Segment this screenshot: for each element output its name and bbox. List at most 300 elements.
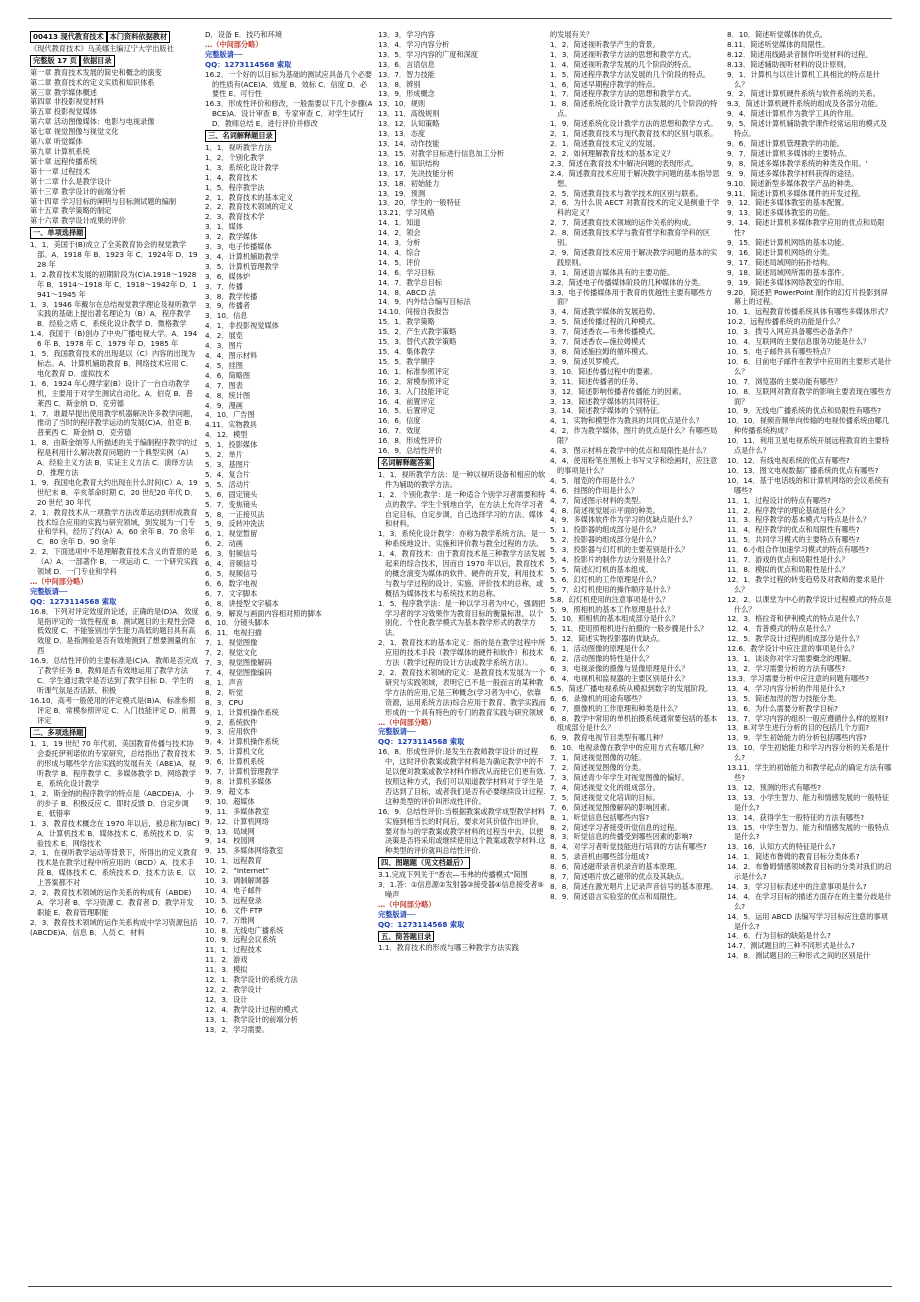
question-item: 9.20．简述把 PowerPoint 制作的幻灯片投影到屏幕上的过程。 xyxy=(727,287,888,307)
question-item: 13．15．中学生智力、能力和情感发展的一般特点是什么? xyxy=(727,822,890,842)
question-item: 9．1．计算机与以往计算机工具相比的特点是什么？ xyxy=(727,69,880,89)
text-line: 第三章 教学媒体概述 xyxy=(30,87,97,97)
section-heading: 一、单项选择题 xyxy=(30,227,86,239)
question-item: 8．1．听觉信息包括哪些内容? xyxy=(550,812,650,822)
question-item: 4．9．多媒体软件作为学习的优缺点是什么？ xyxy=(550,515,696,525)
question-item: 8．3．听觉信息的传播受到哪些因素的影响? xyxy=(550,832,693,842)
question-item: 10．5．电子邮件具有哪些特点？ xyxy=(727,347,835,356)
question-item: 《现代教育技术》乌美娜主编辽宁大学出版社 xyxy=(30,43,174,53)
question-item: 1．8．由斯金纳等人所描述的关于编制程序教学的过程是利用什么解决教育问题的一个典型实例（A）A．经验主义方法 B．实证主义方法 C．演绎方法 D．推理方法 xyxy=(30,438,198,477)
text-line: 13．11．高级规则 xyxy=(378,109,440,119)
question-item: 1．1．美国于(B)成立了全美教育协会的视觉教学部。A．1918 年 B．1923 年 C．1924年 D．1928 年 xyxy=(30,240,198,269)
text-line: 10．9．远程会议系统 xyxy=(205,935,277,945)
text-line: 13．10．规则 xyxy=(378,99,426,109)
question-item: 12．2．以课堂为中心的教学设计过程模式的特点是什么？ xyxy=(727,594,892,614)
question-item: 2．1．在视听教学运动等背景下，所得出的定义教育技术是在教学过程中所应用的（BCD）A．技术手段 B．媒体技术 C．系统技术 D．技术方法 E．以上答案都不对 xyxy=(30,848,198,888)
question-item: 4．1．实物和模型作为教具的共同优点是什么？ xyxy=(550,416,703,426)
question-item: 3．13．简述教学媒体的共同特征。 xyxy=(550,396,665,406)
contact-line: 完整版请── xyxy=(30,586,68,596)
question-item: 8．4．对学习者听觉技能进行培训的方法有哪些? xyxy=(550,842,707,852)
text-line: 第六章 活动图像媒体：电影与电视录像 xyxy=(30,117,155,127)
text-line: 1．3．系统化设计教学 xyxy=(205,162,279,172)
top-rule xyxy=(28,18,892,19)
contact-line: QQ：1273114568 索取 xyxy=(378,737,465,747)
question-item: 12．3．格拉奇和伊利模式的特点是什么？ xyxy=(727,614,863,624)
text-line: 16．3．入门技能评定 xyxy=(378,386,450,396)
text-line: 第十六章 教学设计成果的评价 xyxy=(30,216,126,226)
text-line: 5．5．活动片 xyxy=(205,479,251,489)
omitted-note: …（中间部分略） xyxy=(378,899,436,909)
question-item: 1．1．19 世纪 70 年代初，美国教育传播与技术协会委托伊利诺依的专家研究，总结指出了教育技术的形成与哪些学方法实践的发展有关（ABE)A．视听教学 B．程序教学 C．多媒体教学 D．网络教学 E．系统化设计教学 xyxy=(30,739,196,789)
question-item: 16.2．一个好的以目标为基础的测试应具备几个必要的性质有(ACE)A．效度 B．效标 C．信度 D．必要性 E．可行性 xyxy=(205,69,372,99)
question-item: 2．2．教育技术领域的定义：是教育技术发展为一个研究与实践领域，表明它已不是一般而言的某种教学方法的应用,它是三种概念(学习者为中心，依靠资源，运用系统方法)综合应用于教育、教学实践而形成的一个具有特色的专门的教育实践与研究领域 xyxy=(378,668,546,717)
question-item: 11．7．游戏的优点和局限性是什么？ xyxy=(727,555,849,565)
text-line: 4．4．图示材料 xyxy=(205,351,258,360)
question-item: 8．5．录音机由哪些部分组成? xyxy=(550,852,650,862)
text-line: 5．6．固定镜头 xyxy=(205,489,258,499)
question-item: 2．1．简述教育技术定义的发展。 xyxy=(550,138,660,148)
text-line: 6．10．分镜头脚本 xyxy=(205,618,270,628)
text-line: 12．3．设计 xyxy=(205,994,248,1004)
contact-line: 完整版请── xyxy=(205,49,243,59)
question-item: 2．5．简述教育技术与教学技术的区别与联系。 xyxy=(550,188,703,198)
column-5 xyxy=(727,30,893,1280)
question-item: 8.13．简述辅助视听材料的设计原则。 xyxy=(727,59,851,69)
question-item: 13．12．预测的形式有哪些? xyxy=(727,782,821,792)
text-line: 13．17．先决技能分析 xyxy=(378,168,454,178)
text-line: 13．18．初始能力 xyxy=(378,178,440,188)
question-item: 1．1．视听教学方法：是一种以视听设备和相应的软件为辅助的教学方法。 xyxy=(378,469,546,489)
question-item: 1．6．简述早期程序教学的特点。 xyxy=(550,79,660,89)
text-line: 4．3．图片 xyxy=(205,341,243,351)
question-item: 4．6．挂图的作用是什么？ xyxy=(550,485,639,495)
text-line: 15．2．产生式教学策略 xyxy=(378,327,457,337)
text-line: 9．12．计算机网络 xyxy=(205,816,270,826)
section-heading: 本门资料依据教材 xyxy=(107,31,171,43)
contact-line: 完整版请── xyxy=(378,909,416,919)
question-item: 2．2．教育技术领域的运作关系的构成有（ABDE)A．学习者 B．学习资源 C．教育者 D．教学开发职能 E．教育管理职能 xyxy=(30,888,194,917)
text-line: 10．1．远程教育 xyxy=(205,856,262,866)
text-line: 第九章 计算机系统 xyxy=(30,146,90,156)
text-line: 9．6．计算机系统 xyxy=(205,757,265,767)
question-item: 2.3．简述在教育技术中解决问题的表现形式。 xyxy=(550,158,698,168)
text-line: 10．8．无线电广播系统 xyxy=(205,925,284,935)
section-heading: 五、简答题目录 xyxy=(378,931,434,943)
question-item: 10．3．拨号入网应具备哪些必备条件？ xyxy=(727,327,856,337)
text-line: 9．9．超文本 xyxy=(205,786,251,796)
question-item: 2．1．教育技术的基本定义：指的是在教学过程中所应用的技术手段（教学媒体的硬件和软件）和技术方法（教学过程的设计方法或教学系统方法）。 xyxy=(378,638,546,668)
question-item: 13．4．学习内容分析的作用是什么? xyxy=(727,683,846,693)
question-item: 13．2．学习需要分析的方法有哪些? xyxy=(727,664,846,673)
text-line: 9．3．应用软件 xyxy=(205,727,258,737)
question-item: 1．8．简述系统化设计教学方法发展的几个阶段的特点。 xyxy=(550,99,718,119)
question-item: 6．9．教育电视节目类型有哪几种？ xyxy=(550,733,667,743)
question-item: 14．3．学习目标表述中的注意事项是什么? xyxy=(727,881,867,891)
question-item: 1．6．1924 年心理学家(B）设计了一台自动教学机，主要用于对学生测试自动化。A．伯克 B．普莱西 C．斯金纳 D．克劳德 xyxy=(30,378,193,408)
text-line: 15．4．集体教学 xyxy=(378,347,435,356)
question-item: 3．1.答：①信息源②发射器③接受器④信息接受者⑤噪声 xyxy=(378,880,544,899)
text-line: 6．5．视频信号 xyxy=(205,568,258,578)
question-item: 11．5．共同学习模式的主要特点有哪些? xyxy=(727,535,860,545)
question-item: 8.11．简述听觉媒体的局限性。 xyxy=(727,39,830,49)
question-item: 9．12．简述多媒体教室的基本配置。 xyxy=(727,198,849,208)
question-item: 3.2．简述电子传播媒体阶段的几种媒体的分类。 xyxy=(550,277,706,287)
question-item: 1．5．程序教学法：是一种以学习者为中心，强调把学习者的学习效果作为教育目标的衡量标准，以个别化、个性化教学模式为基本教学形式的教学方法。 xyxy=(378,598,546,638)
text-line: 13．15．对教学目标进行信息加工分析 xyxy=(378,148,505,158)
question-item: 13．10．学生初始能力和学习内容分析的关系是什么? xyxy=(727,743,890,763)
question-item: 1．5．简述程序教学方法发展的几个阶段的特点。 xyxy=(550,69,711,79)
text-line: 13.21．学习风格 xyxy=(378,208,435,218)
question-item: 9．9．简述多媒体教学材料获得的途径。 xyxy=(727,168,859,178)
question-item: 10．11．利用卫星电视系统开展远程教育的主要特点是什么？ xyxy=(727,436,890,456)
question-item: 1．3．1946 年戴尔在总结视觉教学理论及视听教学实践的基础上提出著名理论为（B）A．程序教学 B．经验之塔 C．系统化设计教学 D．微格教学 xyxy=(30,299,197,329)
text-line: 1.1．教育技术的形成与哪三种教学方法实践 xyxy=(378,943,519,953)
question-item: 13．13．小学生智力、能力和情感发展的一般特征是什么? xyxy=(727,792,890,812)
text-line: 1．1．视听教学方法 xyxy=(205,142,272,152)
text-line: 6．7．文字脚本 xyxy=(205,588,258,598)
text-line: 1．4．教育技术 xyxy=(205,172,258,182)
text-line: 6．9．解说与画面内容相对照的脚本 xyxy=(205,608,322,618)
text-line: 13．20．学生的一般特征 xyxy=(378,198,461,208)
question-item: 16.3．形成性评价和修改，一般需要以下几个步骤(ABCE)A．设计审查 B．专家审查 C．对学生试行 D．教师总结 E．进行评价并修改 xyxy=(205,99,373,129)
question-item: 10．1．远程教育传播系统具体有哪些多媒体形式？ xyxy=(727,307,892,317)
question-item: 8．6．简述磁带录音机录音的基本原理。 xyxy=(550,862,682,872)
text-line: 13．16．知识结构 xyxy=(378,158,440,168)
text-line: 9．7．计算机管理教学 xyxy=(205,767,279,777)
text-line: 13．1．教学设计的前端分析 xyxy=(205,1014,298,1024)
text-line: 2．3．教育技术领域的运作关系构成中学习资源包括(ABCDE)A．信息 B．人员 C．材料 xyxy=(30,917,198,937)
question-item: 2．8．简述教育技术学与教育哲学和教育学科的区别。 xyxy=(550,228,711,248)
question-item: 14．4．在学习目标的描述方面存在的主要分歧是什么? xyxy=(727,891,892,911)
question-item: 8．9．简述语言实验室的优点和局限性。 xyxy=(550,891,682,901)
question-item: 5．10．照相机的基本组成部分是什么？ xyxy=(550,614,679,624)
question-item: 6．3．电视录像的摄像与显像原理是什么？ xyxy=(550,664,689,673)
question-item: 1．9．我国电化教育大约出现在什么时间(C）A．19 世纪末 B．辛亥革命时期 C．20 世纪20 年代 D．20 世纪 30 年代 xyxy=(30,477,198,507)
question-item: 3．8．简述施拉姆的循环模式。 xyxy=(550,347,653,356)
text-line: 6．1．视觉暂留 xyxy=(205,529,258,539)
text-line: 7．1．视觉图像 xyxy=(205,638,258,648)
text-line: 3．5．计算机管理教学 xyxy=(205,261,279,271)
question-item: 7．1．简述视觉图像的功能。 xyxy=(550,753,646,763)
question-item: 8．10．简述听觉媒体的优点。 xyxy=(727,30,827,39)
question-item: 9．16．简述计算机网络的分类。 xyxy=(727,247,835,257)
text-line: 5．4．复合片 xyxy=(205,469,251,479)
question-item: 5．11．使用照相机进行拍摄的一般步骤是什么？ xyxy=(550,624,708,634)
question-item: 11．8．模拟的优点和局限性是什么？ xyxy=(727,564,849,574)
question-item: 1．4．简述视听教学发展的几个阶段的特点。 xyxy=(550,59,696,69)
question-item: 3.3．电子传播媒体用于教育的优越性主要有哪些方面？ xyxy=(550,287,713,307)
text-line: 13．5．学习内容的广度和深度 xyxy=(378,49,478,59)
text-line: 9．14．校园网 xyxy=(205,836,255,846)
question-item: 9.3．简述计算机硬件系统的组成及各部分功能。 xyxy=(727,99,883,109)
question-item: 13．9．学生初始能力的分析包括哪些内容? xyxy=(727,733,867,743)
question-item: 9．2．简述计算机硬件系统与软件系统的关系。 xyxy=(727,89,880,99)
text-line: 第二章 教育技术的定义实质和知识体系 xyxy=(30,77,155,87)
question-item: 9．6．简述计算机管理教学的功能。 xyxy=(727,138,844,148)
section-heading: 四、图题题（见文档最后） xyxy=(378,857,470,869)
text-line: 14．1．知道 xyxy=(378,218,421,228)
text-line: 9．5．计算机文化 xyxy=(205,747,265,757)
section-heading: 三、名词解释题目录 xyxy=(205,130,276,142)
text-line: 13．13．态度 xyxy=(378,129,426,139)
omitted-note: …（中间部分略） xyxy=(30,576,88,586)
text-line: 9．8．计算机多媒体 xyxy=(205,776,272,786)
question-item: 10．10．视频音频单向传输的电视传播系统由哪几种传播系统构成？ xyxy=(727,416,890,436)
text-line: 4．12．模型 xyxy=(205,430,248,440)
question-item: 5．4．投影片的制作方法分别是什么？ xyxy=(550,555,675,565)
text-line: 5．1．投影媒体 xyxy=(205,440,258,450)
question-item: 1．3．简述视听教学方法的思想和教学方式。 xyxy=(550,49,696,59)
question-item: 11．6.小组合作加速学习模式的特点有哪些? xyxy=(727,545,870,555)
question-item: 7．4．简述视觉文化的组成部分。 xyxy=(550,782,660,792)
question-item: 1．2．简述视听教学产生的背景。 xyxy=(550,39,660,49)
question-item: 7．5．简述视觉文化培训的目标。 xyxy=(550,792,660,802)
text-line: 6．3．射频信号 xyxy=(205,549,258,559)
text-line: 4.11．实物教具 xyxy=(205,420,257,430)
text-line: 8．2．听觉 xyxy=(205,687,243,697)
question-item: 10．4．互联网的主要信息服务功能是什么？ xyxy=(727,337,871,347)
bottom-rule xyxy=(28,1286,892,1287)
text-line: 6．11．电视扫描 xyxy=(205,628,262,638)
text-line: 4．1．非投影视觉媒体 xyxy=(205,321,279,331)
text-line: 12．1．教学设计的系统方法 xyxy=(205,975,298,985)
section-heading: 00413 现代教育技术 xyxy=(30,31,107,43)
text-line: 9．11．多媒体教室 xyxy=(205,806,270,816)
text-line: 3．8．教学传播 xyxy=(205,291,258,301)
question-item: 6．1．活动图像的原理是什么？ xyxy=(550,644,653,654)
question-item: 16.10．高考一般使用的评定模式是(B)A．标准参照评定 B．常模参照评定 C．入门技能评定 D．前置评定 xyxy=(30,695,196,725)
text-line: 第十一章 过程技术 xyxy=(30,166,90,176)
question-item: 16．9．总结性评价:当根据教案或教学成型教学材料实施到相当长的时间后，要求对其价值作出评价，要对参与的学教案或教学材料的过程当中去，以便决策是否将采用或继续使用这个教案或教学材料.这种类型的评价就叫总结性评价. xyxy=(378,806,546,856)
text-line: 5．7．变焦镜头 xyxy=(205,499,258,509)
text-line: 14．2．领会 xyxy=(378,228,421,238)
question-item: 5.8．幻灯机使用的注意事项是什么？ xyxy=(550,594,670,604)
question-item: 10．6．目前电子邮件在教学中应用的主要形式是什么？ xyxy=(727,356,892,376)
contact-line: QQ：1273114568 索取 xyxy=(378,919,465,929)
text-line: 13．19．预测 xyxy=(378,188,426,198)
question-item: 1．2．个别化教学：是一种适合个别学习者需要和特点的教学。学生个别地自学，在方法上允许学习者自定目标，自定步调，自己选择学习的方法、媒体和材料。 xyxy=(378,489,546,529)
column-4 xyxy=(550,30,722,1280)
text-line: 11．3．模拟 xyxy=(205,965,248,975)
text-line: 第十章 远程传播系统 xyxy=(30,156,97,166)
text-line: 9．2．系统软件 xyxy=(205,717,258,727)
question-item: 1．7．简述程序教学方法的思想和教学方式。 xyxy=(550,89,696,99)
text-line: 16．4．前置评定 xyxy=(378,396,435,406)
text-line: 16．8．形成性评价 xyxy=(378,436,443,446)
question-item: 3．11．简述传播者的任务。 xyxy=(550,376,643,386)
section-heading: 二、多项选择题 xyxy=(30,727,86,739)
text-line: 11．1．过程技术 xyxy=(205,945,262,955)
text-line: 2．1．教育技术的基本定义 xyxy=(205,192,294,202)
question-item: 10．13．图文电视数据广播系统的优点有哪些? xyxy=(727,465,879,475)
question-item: 5．1．投影器的组成部分是什么？ xyxy=(550,525,660,535)
text-line: 7．3．视觉图像解码 xyxy=(205,658,272,668)
question-item: 9．18．简述局域网所需的基本部件。 xyxy=(727,267,849,277)
text-line: 10．7．万维网 xyxy=(205,915,255,925)
column-1 xyxy=(30,30,200,1280)
question-item: 3．5．简述传播过程的几种模式。 xyxy=(550,317,660,327)
question-item: 2．1．简述教育技术与现代教育技术的区别与联系。 xyxy=(550,129,718,139)
text-line: 7．4．视觉图像编码 xyxy=(205,668,272,677)
question-item: 10．12．有线电视系统的优点有哪些? xyxy=(727,455,850,465)
question-item: 9．14．简述计算机多媒体教学应用的优点和局限性? xyxy=(727,218,885,238)
question-item: 8．2．简述学习者接受听觉信息的过程。 xyxy=(550,822,682,832)
text-line: 4．2．展览 xyxy=(205,331,243,341)
question-item: 9．15．简述计算机网络的基本功能。 xyxy=(727,238,849,248)
text-line: 12．4．教学设计过程的模式 xyxy=(205,1004,298,1014)
question-item: 10．9．无线电广播系统的优点和局限性有哪些? xyxy=(727,406,882,416)
text-line: 10．6．文件 FTP xyxy=(205,905,263,915)
text-line: 的发展有关？ xyxy=(550,30,594,39)
text-line: 3．7．传播 xyxy=(205,281,243,291)
question-item: 2．2．如何理解教育技术的基本定义？ xyxy=(550,148,675,158)
omitted-note: …（中间部分略） xyxy=(378,717,436,727)
question-item: 1.4．我国于（B)创办了中央广播电视大学。A．1946 年 B．1978 年 C．1979 年 D．1985 年 xyxy=(30,329,198,349)
question-item: 3．14．简述教学媒体的个别特征。 xyxy=(550,406,665,416)
text-line: 13．12．认知策略 xyxy=(378,119,440,129)
text-line: 2．3．教育技术学 xyxy=(205,212,265,222)
question-item: 10．7．浏览器的主要功能有哪些？ xyxy=(727,376,842,386)
question-item: 5．2．投影器的组成部分是什么？ xyxy=(550,535,660,545)
question-item: 4．5．展览的作用是什么？ xyxy=(550,475,639,485)
contact-line: QQ：1273114568 索取 xyxy=(30,596,117,606)
question-item: 11．2．程序教学的理论基础是什么？ xyxy=(727,505,849,515)
column-3 xyxy=(378,30,546,1280)
text-line: 16．1．标准参照评定 xyxy=(378,366,450,376)
question-item: 9.11．简述计算机多媒体课件的开发过程。 xyxy=(727,188,866,198)
text-line: 15．5．教学顺序 xyxy=(378,356,435,366)
text-line: 12．2．教学设计 xyxy=(205,985,262,994)
text-line: 第八章 听觉媒体 xyxy=(30,137,83,147)
question-item: 16.9．总结性评价的主要标准是(C)A．教师是否完成了教学任务 B．教师是否有效地运用了教学方法 C．学生通过教学是否达到了教学目标 D．学生的听课气氛是否活跃、积极 xyxy=(30,656,199,695)
text-line: 4．10．广告图 xyxy=(205,410,255,420)
text-line: 6．2．动画 xyxy=(205,539,243,549)
question-item: 1．5．我国教育技术的出现是以（C）内容的出现为标志。A．计算机辅助教育 B．网络技术应用 C．电化教育 D．虚拟技术 xyxy=(30,349,196,378)
question-item: 1．3．教育技术概念在 1970 年以后，被总称为(BC)A．计算机技术 B．媒体技术 C．系统技术 D．实验技术 E．网络技术 xyxy=(30,818,200,848)
question-item: 6．6．录像机的用途有哪些？ xyxy=(550,693,646,703)
question-item: 3．12．简述影响传播者传播能力的因素。 xyxy=(550,386,686,396)
question-item: 4．8．简述视觉展示平面的种类。 xyxy=(550,505,660,515)
question-item: 11．1．过程设计的特点有哪些? xyxy=(727,495,831,505)
text-line: 14．4．综合 xyxy=(378,247,421,257)
text-line: 10．5．远程登录 xyxy=(205,895,262,905)
omitted-note: …（中间部分略） xyxy=(205,39,263,49)
question-item: 13．8.对学生进行分析的目的包括几个方面? xyxy=(727,723,870,733)
text-line: 第十三章 教学设计的前端分析 xyxy=(30,186,126,196)
text-line: 1．2．个别化教学 xyxy=(205,152,265,162)
question-item: 9．5．简述计算机辅助教学课件经常运用的模式及特点。 xyxy=(727,119,888,139)
text-line: 14．5．评价 xyxy=(378,257,421,267)
question-item: 13．7．学习内容的组织一般应遵循什么样的原则? xyxy=(727,713,889,723)
text-line: 16．6．信度 xyxy=(378,416,421,426)
question-item: 8．8．简述在激光唱片上记录声音信号的基本原理。 xyxy=(550,881,718,891)
text-line: 13．4．学习内容分析 xyxy=(378,39,450,49)
text-line: 1．5．程序教学法 xyxy=(205,182,265,192)
question-item: 2．6．为什么说 AECT 对教育技术的定义是侧重于学科的定义？ xyxy=(550,198,720,218)
question-item: 10.2．远程传播系统的功能是什么？ xyxy=(727,317,844,327)
text-line: 3．2．教学媒体 xyxy=(205,232,258,242)
column-2 xyxy=(205,30,373,1280)
question-item: 14．8．测试题目的三种形式之间的区别是什 xyxy=(727,951,871,961)
text-line: 10．4．电子邮件 xyxy=(205,885,262,895)
question-item: 1．4．教育技术：由于教育技术是三种教学方法发展起来的综合技术，因而自 1970 年以后，教育技术的概念演变为媒体的软件、硬件的开发，利用技术与教与学过程的设计、实施、评价技术的总称，或概括为媒体技术与系统技术的总称。 xyxy=(378,549,546,598)
question-item: 12．5．教学设计过程的组成部分是什么？ xyxy=(727,634,863,644)
text-line: 第十五章 教学策略的制定 xyxy=(30,206,112,216)
section-heading: 依据目录 xyxy=(80,55,115,67)
text-line: 13．6．言语信息 xyxy=(378,59,435,69)
text-line: 5．2．单片 xyxy=(205,450,243,460)
question-item: 6．2．活动图像的特性是什么？ xyxy=(550,654,653,664)
question-item: 2．1．教育技术从一项教学方法改革运动到形成教育技术综合应用的实践与研究领域，到发展为一门专业和学科，经历了约(A）A．60 余年 B．70 余年 C．80 余年 D．90 余年 xyxy=(30,507,198,547)
text-line: 13．7．智力技能 xyxy=(378,69,435,79)
text-line: 9．1．计算机操作系统 xyxy=(205,707,279,717)
question-item: 3．7．简述香农—韦弗传播模式。 xyxy=(550,327,660,337)
text-line: 14．7．教学总目标 xyxy=(378,277,443,287)
question-item: 13.11．学生的初始能力和教学起点的确定方法有哪些? xyxy=(727,763,892,782)
question-item: 1．9．简述系统化设计教学方法的思想和教学方式。 xyxy=(550,119,718,129)
text-line: 4．5．挂图 xyxy=(205,360,243,370)
question-item: 13．5．简述加涅的智力技能分类。 xyxy=(727,693,842,703)
section-heading: 完整版 17 页 xyxy=(30,55,80,67)
text-line: 5．9．反转冲洗法 xyxy=(205,519,265,529)
question-item: 7．6．简述视觉图像解码的影响因素。 xyxy=(550,802,675,812)
text-line: 15．3．替代式教学策略 xyxy=(378,337,457,347)
question-item: 10．8．互联网对教育教学的影响主要表现在哪些方面？ xyxy=(727,386,892,406)
text-line: 2．2．教育技术领域的定义 xyxy=(205,202,294,212)
question-item: 5．12．简述实物投影器的优缺点。 xyxy=(550,634,665,644)
question-item: 13．6．为什么需要分析教学目标? xyxy=(727,703,838,713)
text-line: 15．1．教学策略 xyxy=(378,317,435,327)
question-item: 1．7．谁最早提出使用教学机器解决许多教学问题，推动了当时的程序教学运动的发展(C)A．伯克 B．普莱西 C．斯金纳 D．克劳德 xyxy=(30,408,198,438)
text-line: 5．8．一正接贝法 xyxy=(205,509,265,519)
question-item: 7．2．简述视觉图像的分类。 xyxy=(550,763,646,773)
question-item: 11．4．程序教学的优点和局限性有哪些? xyxy=(727,525,860,535)
question-item: 2．2．下面选项中不是理解教育技术含义的背景的是（A）A．一部著作 B．一项运动 C．一个研究实践领域 D．一门专业和学科 xyxy=(30,547,198,577)
text-line: 14．3．分析 xyxy=(378,238,421,248)
text-line: 3．10．信息 xyxy=(205,311,248,321)
text-line: 3．9．传播者 xyxy=(205,301,251,311)
text-line: 6．8．讲授型文字稿本 xyxy=(205,598,279,608)
question-item: 16.8．下列对评定效度的论述，正确的是(D)A．效度是指评定的一致性程度 B．测试题目的主观性会降低效度 C．不能鉴别出学生能力高低的题目具有高效度 D．是指测验是否有效地测到了想要测量的东西 xyxy=(30,606,199,656)
question-item: 4．3．图示材料在教学中的优点和局限性是什么？ xyxy=(550,446,711,456)
text-line: 13．3．学习内容 xyxy=(378,30,435,39)
question-item: 3．10．简述传播过程中的要素。 xyxy=(550,366,658,376)
question-item: 3．7．简述香农—施拉姆模式 xyxy=(550,337,646,347)
text-line: 16．2．常模参照评定 xyxy=(378,376,450,386)
question-item: 12．4．肯普模式的特点是什么？ xyxy=(727,624,835,634)
text-line: 4．7．图表 xyxy=(205,380,243,390)
text-line: 第七章 视觉图像与视觉文化 xyxy=(30,127,119,137)
question-item: 9．7．简述计算机多媒体的主要特点。 xyxy=(727,148,852,158)
question-item: 5．3．投影器与幻灯机的主要差别是什么？ xyxy=(550,545,689,555)
question-item: 5．6．幻灯机的工作原理是什么？ xyxy=(550,574,660,584)
text-line: 10．2．“Internet” xyxy=(205,866,270,876)
text-line: 5．3．基图片 xyxy=(205,459,251,469)
question-item: 2．7．简述教育技术领域的运作关系的构成。 xyxy=(550,218,696,228)
text-line: 13．2．学习需要。 xyxy=(205,1024,270,1034)
contact-line: QQ：1273114568 索取 xyxy=(205,59,292,69)
text-line: 6．4．音频信号 xyxy=(205,559,258,569)
question-item: 9．17．简述局域网的拓扑结构。 xyxy=(727,257,835,267)
question-item: 第十四章 学习目标的阐明与目标测试题的编制 xyxy=(30,196,177,206)
question-item: 12.6．教学设计中应注意的事项是什么？ xyxy=(727,644,859,654)
question-item: 5．9．照相机的基本工作原理是什么？ xyxy=(550,604,675,614)
question-item: 14．1．简述布鲁姆的教育目标分类体系? xyxy=(727,852,860,862)
text-line: 9．4．计算机操作系统 xyxy=(205,737,279,747)
question-item: 1．2.教育技术发展的初期阶段为(C)A.1918～1928 年 B．1914～1918 年 C．1918～1942年 D．1941～1945 年 xyxy=(30,269,197,299)
question-item: 4．7．简述图示材料的类型。 xyxy=(550,495,646,505)
text-line: 11．2．游戏 xyxy=(205,955,248,965)
